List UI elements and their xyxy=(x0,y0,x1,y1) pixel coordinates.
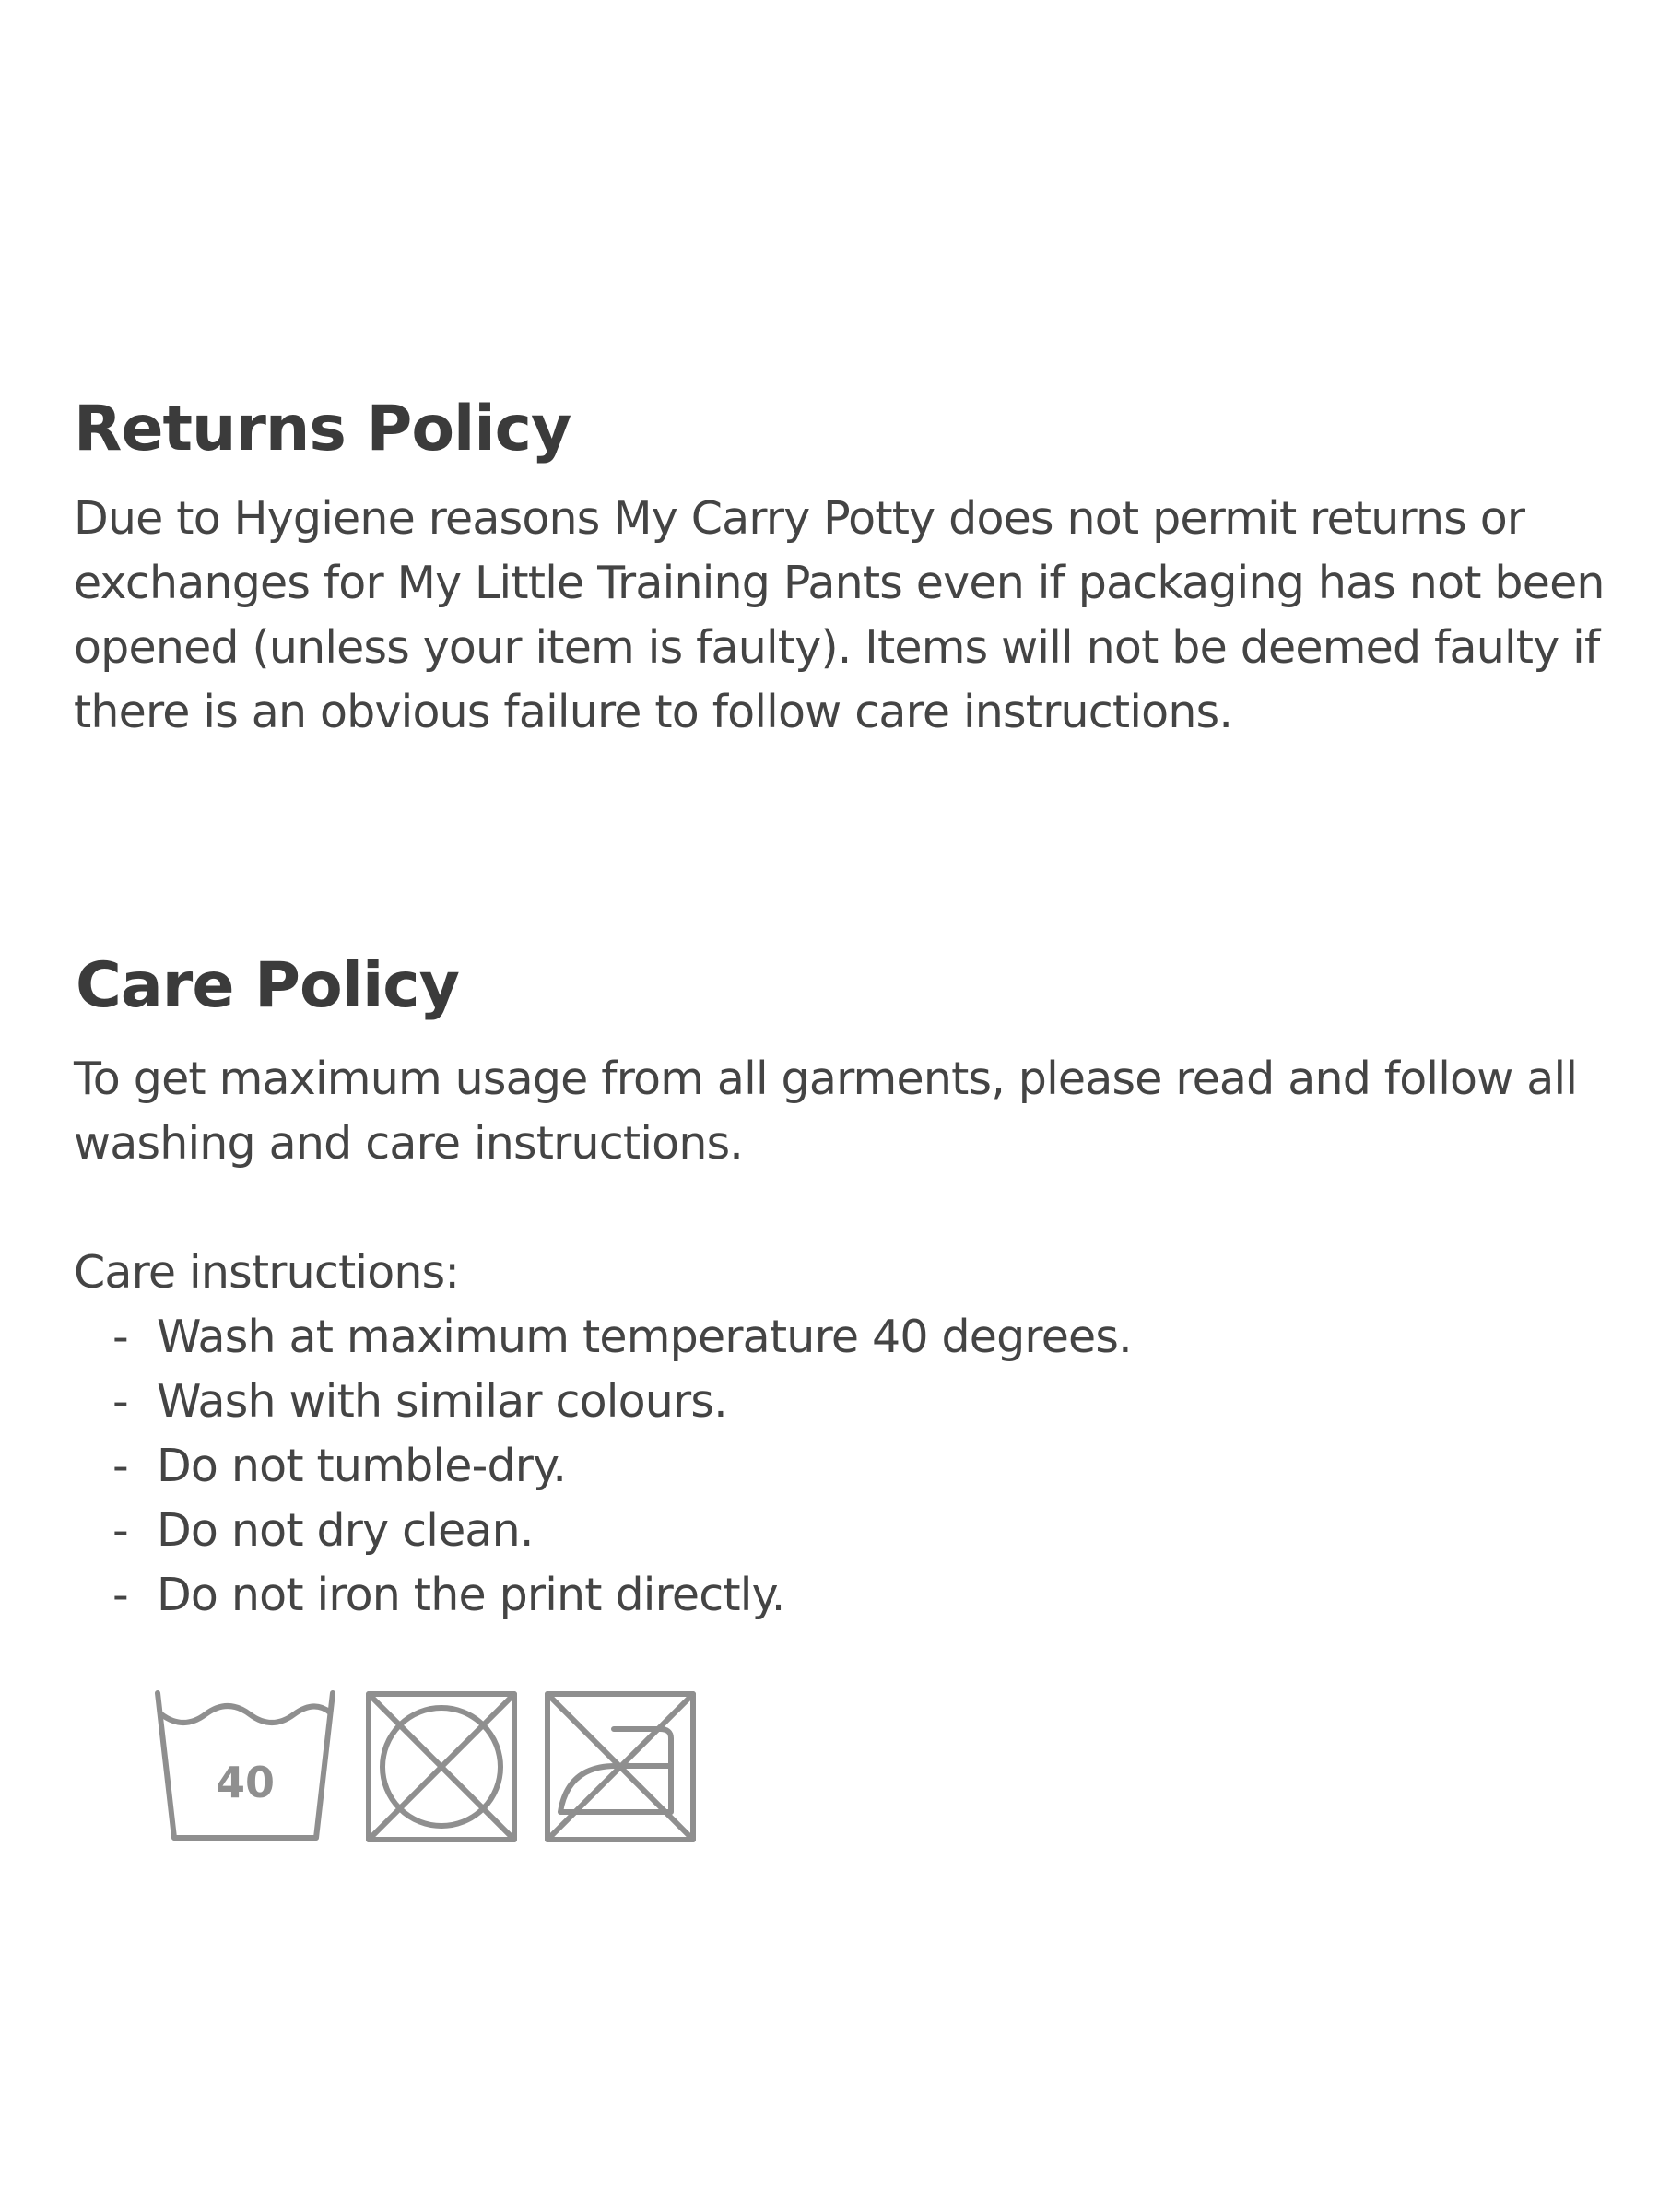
list-dash: - xyxy=(112,1440,128,1492)
list-item xyxy=(74,1434,1132,1499)
returns-policy-heading: Returns Policy xyxy=(74,393,571,465)
returns-policy-body: Due to Hygiene reasons My Carry Potty does not permit returns or exchanges for My Little Training Pants even if packaging has not been opened (unless your item is faulty). Items will not be deemed faulty if there is an obvious failure to follow care instructions. xyxy=(74,492,1605,738)
list-item xyxy=(74,1563,1132,1628)
list-item xyxy=(74,1305,1132,1370)
wash-temperature-label: 40 xyxy=(215,1758,276,1807)
list-dash: - xyxy=(112,1569,128,1621)
no-tumble-dry-icon xyxy=(363,1688,520,1845)
list-dash: - xyxy=(112,1504,128,1557)
care-symbols xyxy=(153,1688,706,1845)
list-item xyxy=(74,1370,1132,1434)
list-item-text: Wash with similar colours. xyxy=(157,1375,727,1428)
care-instructions-list xyxy=(74,1305,1132,1628)
care-policy-heading: Care Policy xyxy=(76,949,459,1022)
care-instructions-label: Care instructions: xyxy=(74,1246,460,1299)
list-item-text: Do not dry clean. xyxy=(157,1504,534,1557)
list-item-text: Do not tumble-dry. xyxy=(157,1440,567,1492)
list-dash: - xyxy=(112,1375,128,1428)
wash-40-icon xyxy=(153,1688,337,1845)
list-item xyxy=(74,1499,1132,1563)
list-item-text: Wash at maximum temperature 40 degrees. xyxy=(157,1311,1132,1363)
list-dash: - xyxy=(112,1311,128,1363)
list-item-text: Do not iron the print directly. xyxy=(157,1569,785,1621)
no-iron-icon xyxy=(542,1688,699,1845)
care-policy-intro: To get maximum usage from all garments, please read and follow all washing and care instructions. xyxy=(74,1053,1578,1170)
